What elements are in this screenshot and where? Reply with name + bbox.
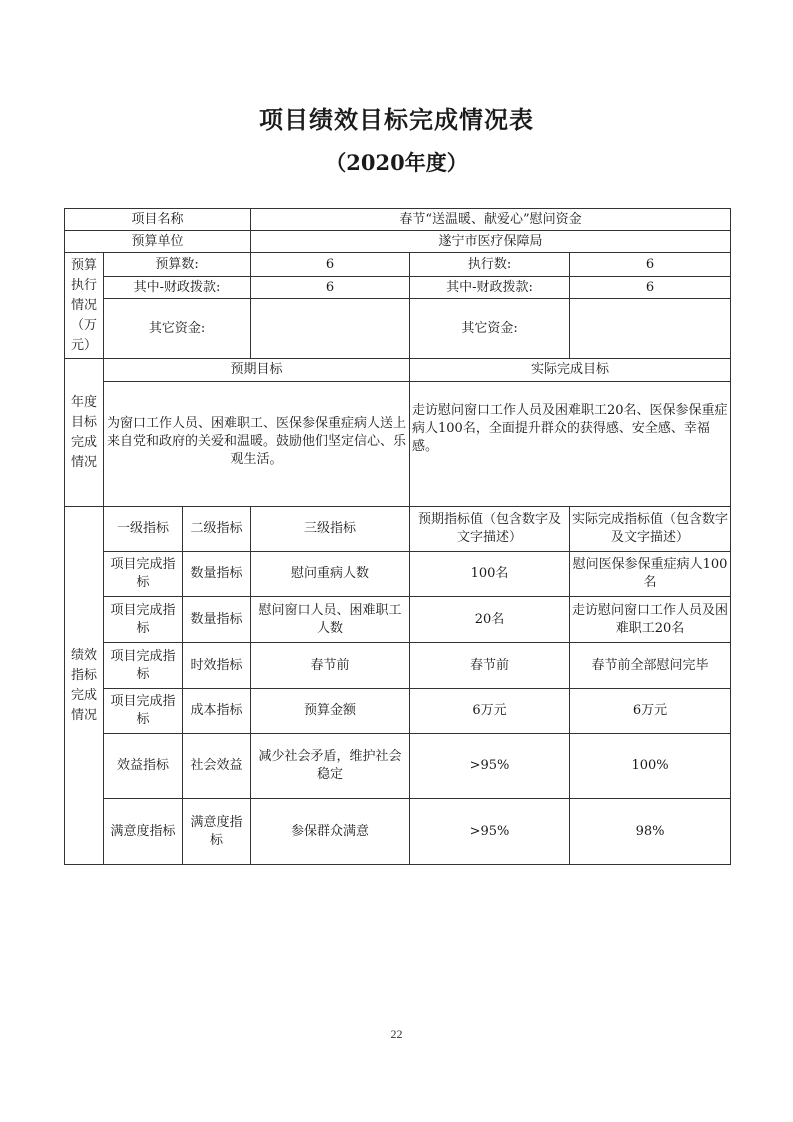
budget-label-2: 其中-财政拨款: [104,277,251,299]
header-level2: 二级指标 [183,507,251,552]
indicator-level2: 满意度指标 [183,799,251,865]
actual-goal-text: 走访慰问窗口工作人员及困难职工20名、医保参保重症病人100名，全面提升群众的获得感、安全感、幸福感。 [410,382,731,507]
indicator-actual: 6万元 [570,689,731,734]
budget-label-3: 其它资金: [104,299,251,359]
indicator-level1: 效益指标 [104,734,183,799]
indicator-expected: 100名 [410,552,570,597]
indicator-row [65,734,731,799]
expected-goal-text: 为窗口工作人员、困难职工、医保参保重症病人送上来自党和政府的关爱和温暖。鼓励他们坚定信心、乐观生活。 [104,382,410,507]
performance-table [64,208,731,865]
document-title: 项目绩效目标完成情况表 [259,105,534,134]
execution-label-1: 执行数: [410,253,570,277]
indicator-level2: 社会效益 [183,734,251,799]
project-name-value: 春节“送温暖、献爱心”慰问资金 [251,209,731,231]
indicator-actual: 100% [570,734,731,799]
indicator-expected: >95% [410,799,570,865]
budget-row [65,253,731,277]
expected-goal-header: 预期目标 [104,359,410,382]
indicator-row [65,552,731,597]
budget-value-1: 6 [251,253,410,277]
indicator-level2: 时效指标 [183,643,251,689]
indicator-level1: 项目完成指标 [104,597,183,643]
execution-label-3: 其它资金: [410,299,570,359]
annual-goal-content-row [65,382,731,507]
execution-label-2: 其中-财政拨款: [410,277,570,299]
annual-section-label: 年度目标完成情况 [65,359,104,507]
indicator-row [65,799,731,865]
indicator-level3: 预算金额 [251,689,410,734]
document-subtitle: （2020年度） [325,150,468,175]
header-level3: 三级指标 [251,507,410,552]
budget-value-2: 6 [251,277,410,299]
indicator-level1: 项目完成指标 [104,552,183,597]
indicator-level3: 春节前 [251,643,410,689]
indicator-expected: 20名 [410,597,570,643]
indicator-level3: 慰问窗口人员、困难职工人数 [251,597,410,643]
indicator-expected: >95% [410,734,570,799]
indicator-expected: 6万元 [410,689,570,734]
budget-unit-row [65,231,731,253]
indicator-level1: 满意度指标 [104,799,183,865]
project-name-label: 项目名称 [65,209,251,231]
header-level1: 一级指标 [104,507,183,552]
project-name-row [65,209,731,231]
execution-value-3 [570,299,731,359]
indicator-actual: 98% [570,799,731,865]
indicator-row [65,643,731,689]
indicator-level3: 参保群众满意 [251,799,410,865]
indicator-row [65,597,731,643]
budget-unit-value: 遂宁市医疗保障局 [251,231,731,253]
indicator-expected: 春节前 [410,643,570,689]
indicator-actual: 慰问医保参保重症病人100名 [570,552,731,597]
indicator-level3: 减少社会矛盾，维护社会稳定 [251,734,410,799]
header-expected: 预期指标值（包含数字及文字描述） [410,507,570,552]
budget-value-3 [251,299,410,359]
budget-row [65,277,731,299]
execution-value-2: 6 [570,277,731,299]
indicator-level1: 项目完成指标 [104,689,183,734]
indicator-level1: 项目完成指标 [104,643,183,689]
annual-goal-header-row [65,359,731,382]
page-number: 22 [390,1027,403,1041]
actual-goal-header: 实际完成目标 [410,359,731,382]
indicator-actual: 春节前全部慰问完毕 [570,643,731,689]
indicator-level2: 数量指标 [183,552,251,597]
indicator-level2: 数量指标 [183,597,251,643]
budget-unit-label: 预算单位 [65,231,251,253]
budget-label-1: 预算数: [104,253,251,277]
header-actual: 实际完成指标值（包含数字及文字描述） [570,507,731,552]
budget-section-label: 预算执行情况（万元） [65,253,104,359]
indicator-row [65,689,731,734]
performance-section-label: 绩效指标完成情况 [65,507,104,865]
indicator-header-row [65,507,731,552]
indicator-level3: 慰问重病人数 [251,552,410,597]
execution-value-1: 6 [570,253,731,277]
indicator-actual: 走访慰问窗口工作人员及困难职工20名 [570,597,731,643]
budget-row [65,299,731,359]
indicator-level2: 成本指标 [183,689,251,734]
